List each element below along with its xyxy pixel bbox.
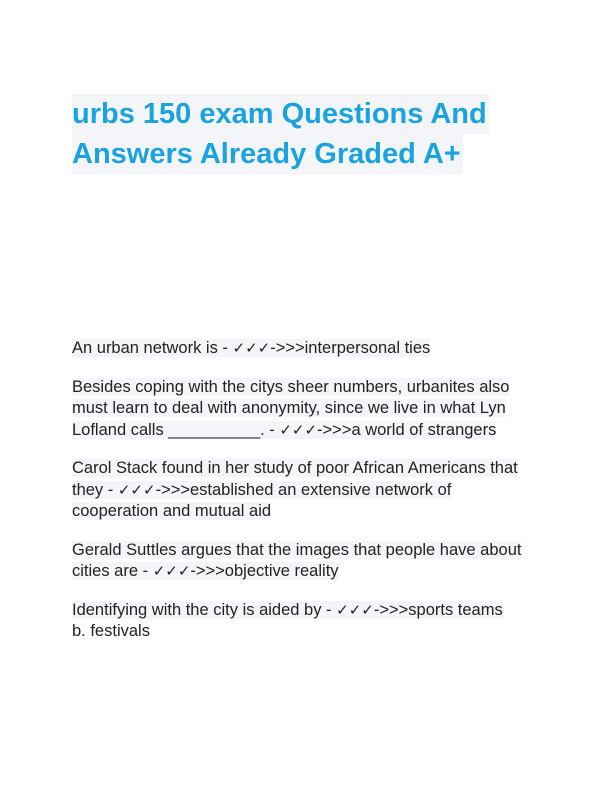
qa-item [72,458,540,523]
title-line-2: Answers Already Graded A+ [72,134,463,174]
answer-extra-text: b. festivals [72,622,150,640]
answer-text: ->>>a world of strangers [317,420,497,439]
qa-item [72,377,540,442]
checkmark-icon: ✓✓✓ [279,420,318,439]
checkmark-icon: ✓✓✓ [336,600,374,619]
question-text: An urban network is - [72,339,233,357]
checkmark-icon: ✓✓✓ [117,480,156,499]
qa-item [72,600,540,643]
qa-text [72,378,509,439]
answer-text: ->>>objective reality [190,562,339,580]
answer-text: ->>>established an extensive network of cooperation and mutual aid [72,480,452,520]
question-text: Carol Stack found in her study of poor African Americans that they - [72,459,518,499]
qa-text [72,601,503,619]
checkmark-icon: ✓✓✓ [232,339,271,357]
qa-text [72,339,430,357]
qa-text [72,459,518,520]
answer-text: ->>>interpersonal ties [270,339,431,357]
document-title [72,94,532,174]
question-text: Identifying with the city is aided by - [72,600,337,619]
answer-text: ->>>sports teams [373,600,503,619]
qa-text [72,541,521,581]
qa-list [72,338,540,660]
qa-item [72,540,540,583]
checkmark-icon: ✓✓✓ [152,562,191,580]
title-line-1: urbs 150 exam Questions And [72,94,489,134]
question-text: Gerald Suttles argues that the images that people have about cities are - [72,540,522,580]
qa-item [72,338,540,360]
question-text: Besides coping with the citys sheer numbers, urbanites also must learn to deal with anonymity, since we live in what Lyn Lofland calls __________. - [72,377,510,439]
